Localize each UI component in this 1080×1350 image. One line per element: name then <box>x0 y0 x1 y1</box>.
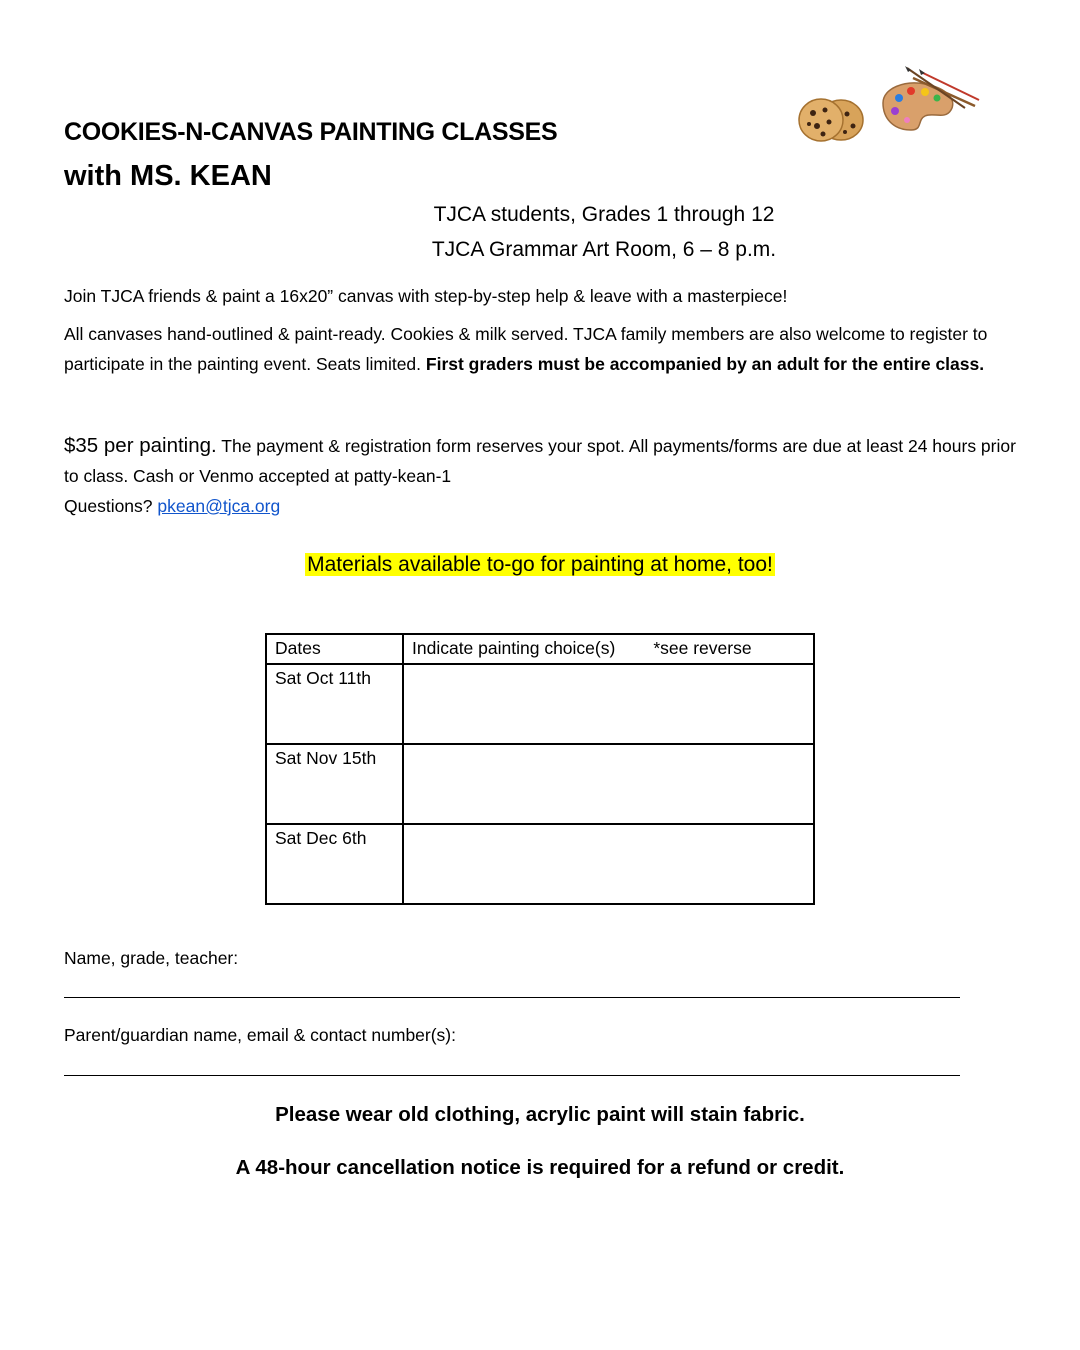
name-grade-teacher-line[interactable] <box>64 997 960 998</box>
date-cell: Sat Nov 15th <box>266 744 403 824</box>
contact-email-link[interactable]: pkean@tjca.org <box>157 496 281 516</box>
table-header-row <box>266 634 814 664</box>
cancellation-notice: A 48-hour cancellation notice is required for a refund or credit. <box>235 1156 845 1179</box>
table-row <box>266 744 814 824</box>
page-subtitle: with MS. KEAN <box>64 160 272 192</box>
table-row <box>266 824 814 904</box>
painting-choice-field[interactable] <box>403 664 814 744</box>
parent-contact-label: Parent/guardian name, email & contact number(s): <box>64 1025 456 1045</box>
materials-highlight: Materials available to-go for painting at home, too! <box>307 553 773 576</box>
header-choice <box>403 634 814 664</box>
intro-paragraph: Join TJCA friends & paint a 16x20” canvas with step-by-step help & leave with a masterpiece! <box>64 286 788 306</box>
cookies-icon <box>799 99 863 141</box>
audience-line: TJCA students, Grades 1 through 12 <box>433 203 775 226</box>
header-choice-label: Indicate painting choice(s) <box>412 638 616 658</box>
details-bold-note: First graders must be accompanied by an adult for the entire class. <box>425 354 985 374</box>
details-text: All canvases hand-outlined & paint-ready. Cookies & milk served. TJCA family members are also welcome to register to participate in the painting event. Seats limited. <box>64 324 988 374</box>
clothing-notice: Please wear old clothing, acrylic paint will stain fabric. <box>275 1103 805 1126</box>
paint-palette-icon <box>883 66 979 130</box>
header-reverse-note: *see reverse <box>653 638 752 658</box>
schedule-table <box>265 633 815 905</box>
header-art <box>795 58 985 148</box>
questions-label: Questions? <box>64 496 158 516</box>
painting-choice-field[interactable] <box>403 824 814 904</box>
table-row <box>266 664 814 744</box>
painting-choice-field[interactable] <box>403 744 814 824</box>
parent-contact-line[interactable] <box>64 1075 960 1076</box>
header-dates: Dates <box>266 634 403 664</box>
details-paragraph <box>64 319 1024 379</box>
date-cell: Sat Oct 11th <box>266 664 403 744</box>
payment-text: The payment & registration form reserves your spot. All payments/forms are due at least 24 hours prior to class. Cash or Venmo accepted at patty-kean-1 <box>64 436 1016 486</box>
name-grade-teacher-label: Name, grade, teacher: <box>64 948 239 968</box>
payment-paragraph <box>64 431 1024 521</box>
location-line: TJCA Grammar Art Room, 6 – 8 p.m. <box>431 238 777 261</box>
page-title: COOKIES-N-CANVAS PAINTING CLASSES <box>64 118 558 146</box>
materials-banner <box>0 553 1080 577</box>
price-text: $35 per painting. <box>64 434 217 457</box>
date-cell: Sat Dec 6th <box>266 824 403 904</box>
